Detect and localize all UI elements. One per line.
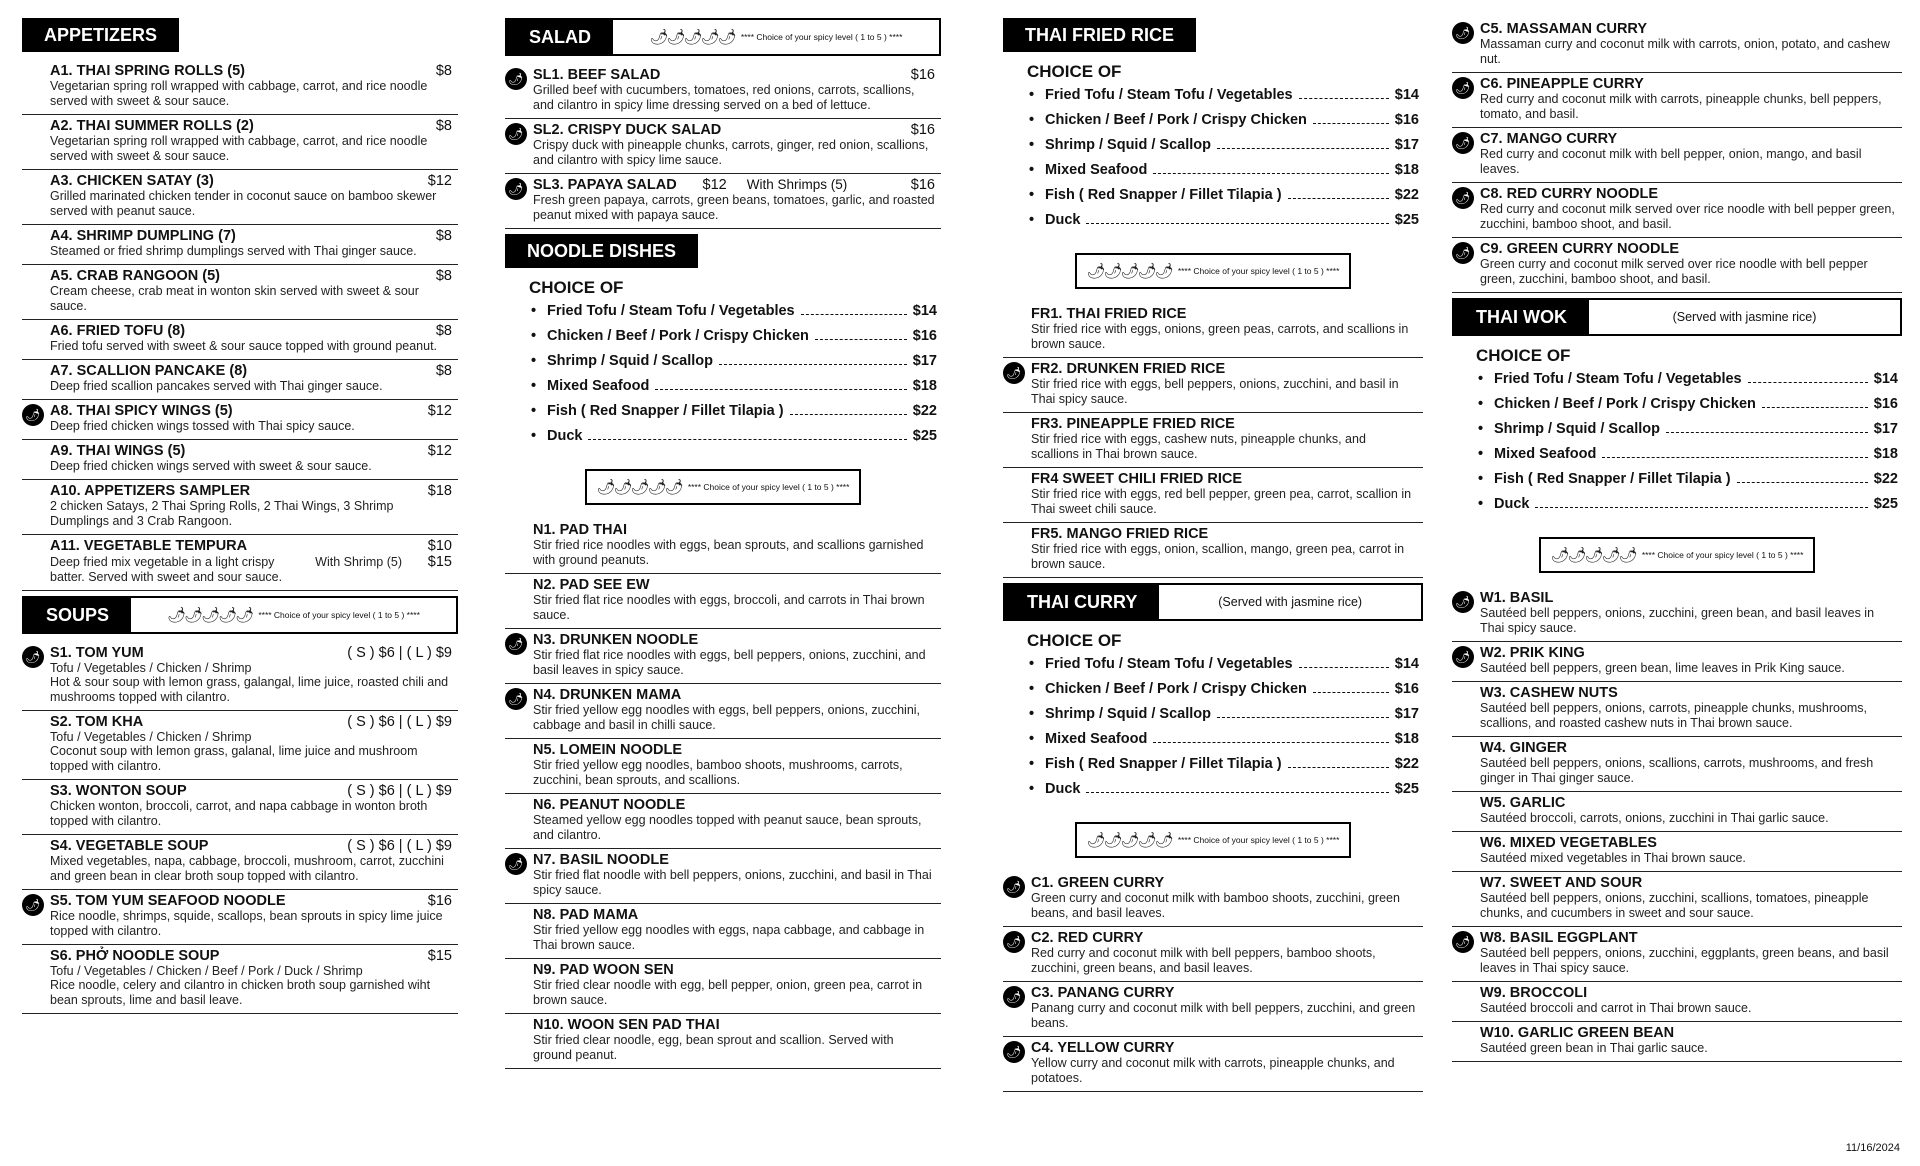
column-3 [1003,18,1423,1097]
item-name: FR2. DRUNKEN FRIED RICE [1031,361,1226,377]
choice-option: • Mixed Seafood $18 [547,378,937,394]
item-price: $10 [427,538,452,554]
choice-option: • Fried Tofu / Steam Tofu / Vegetables $14 [547,303,937,319]
chili-icon: 🌶 [505,68,527,90]
menu-item [1003,982,1423,1037]
item-name: A9. THAI WINGS (5) [50,443,186,459]
menu-item [22,535,458,591]
item-desc: Vegetarian spring roll wrapped with cabbage, carrot, and rice noodle served with sweet & sour sauce. [50,134,428,163]
section-title: SALAD [507,20,613,54]
item-name: N6. PEANUT NOODLE [533,797,686,813]
item-price: $8 [435,228,452,244]
item-name: W1. BASIL [1480,590,1554,606]
item-price: $18 [427,483,452,499]
noodles-header [505,234,698,268]
menu-item [22,265,458,320]
item-desc: Deep fried mix vegetable in a light crispy batter. Served with sweet and sour sauce. [50,555,283,584]
item-options: Tofu / Vegetables / Chicken / Shrimp [50,730,252,744]
item-desc: Chicken wonton, broccoli, carrot, and napa cabbage in wonton broth topped with cilantro. [50,799,428,828]
chili-icon: 🌶 [1452,931,1474,953]
item-name: C1. GREEN CURRY [1031,875,1165,891]
choice-option: • Shrimp / Squid / Scallop $17 [1045,137,1419,153]
spicy-level-icon: 🌶🌶🌶🌶🌶 [596,479,682,496]
spicy-note: **** Choice of your spicy level ( 1 to 5 ) **** [687,482,850,492]
item-desc: Deep fried scallion pancakes served with Thai ginger sauce. [50,379,383,393]
menu-item [22,225,458,265]
item-price: $12 [427,443,452,459]
menu-item [22,480,458,535]
menu-item [22,711,458,780]
menu-item [505,794,941,849]
menu-item [505,959,941,1014]
item-desc: Sautéed bell peppers, onions, zucchini, green bean, and basil leaves in Thai spicy sauce. [1480,606,1875,635]
item-name: S2. TOM KHA [50,714,144,730]
item-desc: Sautéed broccoli, carrots, onions, zucchini in Thai garlic sauce. [1480,811,1829,825]
item-desc: Green curry and coconut milk served over rice noodle with bell pepper green, zucchini, bamboo shoot, and basil. [1480,257,1868,286]
item-desc: Cream cheese, crab meat in wonton skin served with sweet & sour sauce. [50,284,419,313]
menu-item [1452,128,1902,183]
item-name: C4. YELLOW CURRY [1031,1040,1175,1056]
menu-item [1452,872,1902,927]
item-name: C9. GREEN CURRY NOODLE [1480,241,1679,257]
item-name: S3. WONTON SOUP [50,783,187,799]
item-name: W9. BROCCOLI [1480,985,1588,1001]
choice-option: • Fish ( Red Snapper / Fillet Tilapia ) $22 [1494,471,1898,487]
item-name: W4. GINGER [1480,740,1568,756]
item-name: N10. WOON SEN PAD THAI [533,1017,720,1033]
item-price: ( S ) $6 | ( L ) $9 [347,714,452,730]
item-name: A3. CHICKEN SATAY (3) [50,173,214,189]
column-2 [505,18,941,1074]
spicy-level-box [585,469,861,505]
section-title: NOODLE DISHES [505,234,698,268]
chili-icon: 🌶 [1452,187,1474,209]
item-name: A10. APPETIZERS SAMPLER [50,483,251,499]
item-price: $16 [910,67,935,83]
salad-header [505,18,941,56]
item-desc: Yellow curry and coconut milk with carrots, pineapple chunks, and potatoes. [1031,1056,1395,1085]
item-name: A4. SHRIMP DUMPLING (7) [50,228,236,244]
menu-item [1452,587,1902,642]
spicy-level-box [1075,253,1351,289]
item-desc: Coconut soup with lemon grass, galanal, lime juice and mushroom topped with cilantro. [50,744,418,773]
item-name: N2. PAD SEE EW [533,577,650,593]
menu-item [1452,982,1902,1022]
item-desc: Grilled marinated chicken tender in coconut sauce on bamboo skewer served with peanut sauce. [50,189,437,218]
rice-note: (Served with jasmine rice) [1672,310,1817,324]
item-desc: Stir fried clear noodle with egg, bell pepper, onion, green pea, carrot in brown sauce. [533,978,923,1007]
wok-header [1452,298,1902,336]
item-name: SL3. PAPAYA SALAD [533,177,677,193]
item-name: W10. GARLIC GREEN BEAN [1480,1025,1675,1041]
item-name: W2. PRIK KING [1480,645,1585,661]
item-name: N8. PAD MAMA [533,907,639,923]
item-price: $8 [435,323,452,339]
item-name: W5. GARLIC [1480,795,1566,811]
chili-icon: 🌶 [1452,132,1474,154]
curry-header [1003,583,1423,621]
appetizers-header [22,18,179,52]
item-desc: Steamed or fried shrimp dumplings served with Thai ginger sauce. [50,244,417,258]
column-4 [1452,18,1902,1067]
menu-item [1452,642,1902,682]
item-name: C6. PINEAPPLE CURRY [1480,76,1644,92]
item-desc: Sautéed bell peppers, onions, carrots, pineapple chunks, mushrooms, scallions, and roasted cashew nuts in Thai brown sauce. [1480,701,1868,730]
item-name: A5. CRAB RANGOON (5) [50,268,220,284]
menu-item [22,170,458,225]
choice-title: CHOICE OF [1027,62,1122,81]
item-name: FR3. PINEAPPLE FRIED RICE [1031,416,1235,432]
protein-choices [1452,344,1902,527]
item-price-2: $15 [427,554,452,570]
menu-item [1452,927,1902,982]
item-desc: Sautéed bell peppers, onions, zucchini, eggplants, green beans, and basil leaves in Thai spicy sauce. [1480,946,1889,975]
choice-option: • Fried Tofu / Steam Tofu / Vegetables $14 [1045,87,1419,103]
item-name: N9. PAD WOON SEN [533,962,674,978]
item-desc: Sautéed mixed vegetables in Thai brown sauce. [1480,851,1746,865]
menu-item [1003,927,1423,982]
item-desc: Stir fried rice noodles with eggs, bean sprouts, and scallions garnished with ground peanuts. [533,538,924,567]
item-desc: Panang curry and coconut milk with bell peppers, zucchini, and green beans. [1031,1001,1416,1030]
spicy-level-box [1539,537,1815,573]
item-desc: Red curry and coconut milk with bell peppers, bamboo shoots, zucchini, green beans, and basil leaves. [1031,946,1376,975]
menu-item [1003,303,1423,358]
item-name: A2. THAI SUMMER ROLLS (2) [50,118,254,134]
item-desc: Rice noodle, celery and cilantro in chicken broth soup garnished wiht bean sprouts, lime and basil leave. [50,978,431,1007]
item-desc: Rice noodle, shrimps, squide, scallops, bean sprouts in spicy lime juice topped with cilantro. [50,909,443,938]
choice-option: • Shrimp / Squid / Scallop $17 [1494,421,1898,437]
item-variant: With Shrimps (5) [746,177,848,192]
item-name: S6. PHỞ NOODLE SOUP [50,948,220,964]
choice-option: • Duck $25 [1494,496,1898,512]
item-price: ( S ) $6 | ( L ) $9 [347,783,452,799]
item-name: C3. PANANG CURRY [1031,985,1175,1001]
item-options: Tofu / Vegetables / Chicken / Beef / Pork / Duck / Shrimp [50,964,363,978]
menu-item [1003,872,1423,927]
menu-item [505,849,941,904]
menu-item [1452,73,1902,128]
item-options: Tofu / Vegetables / Chicken / Shrimp [50,661,252,675]
menu-item [505,174,941,229]
menu-item [505,119,941,174]
menu-item [1452,737,1902,792]
choice-title: CHOICE OF [1476,346,1571,365]
menu-item [1452,18,1902,73]
menu-item [22,115,458,170]
item-desc: Sautéed bell peppers, green bean, lime leaves in Prik King sauce. [1480,661,1845,675]
spicy-level-icon: 🌶🌶🌶🌶🌶 [649,29,735,46]
item-desc: Sautéed broccoli and carrot in Thai brown sauce. [1480,1001,1752,1015]
menu-item [1452,1022,1902,1062]
chili-icon: 🌶 [1003,362,1025,384]
menu-item [505,1014,941,1069]
column-1 [22,18,458,1019]
chili-icon: 🌶 [1452,22,1474,44]
menu-item [1452,832,1902,872]
item-name: N5. LOMEIN NOODLE [533,742,683,758]
menu-item [1003,1037,1423,1092]
choice-option: • Shrimp / Squid / Scallop $17 [547,353,937,369]
item-name: C5. MASSAMAN CURRY [1480,21,1648,37]
section-title: SOUPS [24,598,131,632]
spicy-note: **** Choice of your spicy level ( 1 to 5 ) **** [258,610,420,620]
chili-icon: 🌶 [22,404,44,426]
item-desc: Red curry and coconut milk with bell pepper, onion, mango, and basil leaves. [1480,147,1862,176]
item-price: $8 [435,268,452,284]
item-desc: Stir fried rice with eggs, onions, green peas, carrots, and scallions in brown sauce. [1031,322,1409,351]
choice-option: • Fried Tofu / Steam Tofu / Vegetables $14 [1045,656,1419,672]
menu-item [505,64,941,119]
item-desc: Fresh green papaya, carrots, green beans, tomatoes, garlic, and roasted peanut mixed with papaya sauce. [533,193,935,222]
chili-icon: 🌶 [1452,591,1474,613]
menu-item [22,642,458,711]
choice-option: • Chicken / Beef / Pork / Crispy Chicken $16 [1494,396,1898,412]
choice-option: • Duck $25 [547,428,937,444]
chili-icon: 🌶 [1003,1041,1025,1063]
menu-item [505,574,941,629]
menu-item [22,440,458,480]
menu-item [505,739,941,794]
wok-section [1452,298,1902,1062]
item-name: S5. TOM YUM SEAFOOD NOODLE [50,893,286,909]
spicy-level-icon: 🌶🌶🌶🌶🌶 [1550,547,1636,564]
menu-item [22,320,458,360]
spicy-note: **** Choice of your spicy level ( 1 to 5 ) **** [740,32,903,42]
item-name: S4. VEGETABLE SOUP [50,838,209,854]
item-desc: Stir fried flat rice noodles with eggs, bell peppers, onions, zucchini, and basil leaves in spicy sauce. [533,648,926,677]
chili-icon: 🌶 [1003,876,1025,898]
item-name: FR1. THAI FRIED RICE [1031,306,1187,322]
item-name: C2. RED CURRY [1031,930,1144,946]
item-name: N1. PAD THAI [533,522,627,538]
menu-item [505,684,941,739]
item-name: S1. TOM YUM [50,645,144,661]
choice-title: CHOICE OF [1027,631,1122,650]
item-desc: Sautéed bell peppers, onions, zucchini, scallions, tomatoes, pineapple chunks, and cucumbers in sweet and sour sauce. [1480,891,1869,920]
item-desc: Mixed vegetables, napa, cabbage, broccoli, mushroom, carrot, zucchini and green bean in clear broth soup topped with cilantro. [50,854,444,883]
menu-item [1003,358,1423,413]
menu-item [505,629,941,684]
spicy-note: **** Choice of your spicy level ( 1 to 5 ) **** [1177,835,1340,845]
soups-header [22,596,458,634]
item-desc: Massaman curry and coconut milk with carrots, onion, potato, and cashew nut. [1480,37,1890,66]
chili-icon: 🌶 [1452,646,1474,668]
spicy-note: **** Choice of your spicy level ( 1 to 5 ) **** [1177,266,1340,276]
item-name: W8. BASIL EGGPLANT [1480,930,1638,946]
menu-item [1003,468,1423,523]
item-desc: Deep fried chicken wings served with sweet & sour sauce. [50,459,372,473]
item-desc: Crispy duck with pineapple chunks, carrots, ginger, red onion, scallions, and cilantro with spicy lime sauce. [533,138,929,167]
item-name: A8. THAI SPICY WINGS (5) [50,403,233,419]
protein-choices [1003,60,1423,243]
item-name: W3. CASHEW NUTS [1480,685,1618,701]
item-price-2: $16 [910,177,935,193]
protein-choices [1003,629,1423,812]
protein-choices [505,276,941,459]
choice-option: • Duck $25 [1045,212,1419,228]
choice-option: • Shrimp / Squid / Scallop $17 [1045,706,1419,722]
menu-item [1452,183,1902,238]
chili-icon: 🌶 [1452,77,1474,99]
item-desc: 2 chicken Satays, 2 Thai Spring Rolls, 2 Thai Wings, 3 Shrimp Dumplings and 3 Crab Rangoon. [50,499,394,528]
item-name: A11. VEGETABLE TEMPURA [50,538,248,554]
item-price: $12 [427,403,452,419]
choice-option: • Duck $25 [1045,781,1419,797]
fried-rice-section [1003,18,1423,578]
choice-option: • Fish ( Red Snapper / Fillet Tilapia ) $22 [547,403,937,419]
spicy-level-icon: 🌶🌶🌶🌶🌶 [167,607,253,624]
fried-rice-header [1003,18,1196,52]
menu-item [22,945,458,1014]
choice-option: • Mixed Seafood $18 [1494,446,1898,462]
item-desc: Hot & sour soup with lemon grass, galangal, lime juice, roasted chili and mushrooms topped with cilantro. [50,675,449,704]
rice-note: (Served with jasmine rice) [1218,595,1363,609]
menu-item [22,60,458,115]
item-desc: Stir fried flat noodle with bell peppers, onions, zucchini, and basil in Thai spicy sauce. [533,868,932,897]
item-desc: Red curry and coconut milk served over rice noodle with bell pepper green, zucchini, bamboo shoot, and basil. [1480,202,1895,231]
item-name: FR5. MANGO FRIED RICE [1031,526,1209,542]
spicy-level-icon: 🌶🌶🌶🌶🌶 [1086,263,1172,280]
menu-item [22,400,458,440]
item-name: W7. SWEET AND SOUR [1480,875,1643,891]
item-name: A1. THAI SPRING ROLLS (5) [50,63,245,79]
item-desc: Stir fried clear noodle, egg, bean sprout and scallion. Served with ground peanut. [533,1033,894,1062]
item-desc: Fried tofu served with sweet & sour sauce topped with ground peanut. [50,339,438,353]
choice-option: • Chicken / Beef / Pork / Crispy Chicken $16 [547,328,937,344]
choice-option: • Fish ( Red Snapper / Fillet Tilapia ) $22 [1045,756,1419,772]
item-desc: Stir fried rice with eggs, onion, scallion, mango, green pea, carrot in brown sauce. [1031,542,1405,571]
item-desc: Stir fried yellow egg noodles, bamboo shoots, mushrooms, carrots, zucchini, bean sprouts, and scallions. [533,758,903,787]
spicy-note: **** Choice of your spicy level ( 1 to 5 ) **** [1641,550,1804,560]
menu-item [1003,413,1423,468]
choice-option: • Fried Tofu / Steam Tofu / Vegetables $14 [1494,371,1898,387]
curry-continued-section [1452,18,1902,293]
menu-item [22,890,458,945]
item-desc: Grilled beef with cucumbers, tomatoes, red onions, carrots, scallions, and cilantro in spicy lime dressing served on a bed of lettuce. [533,83,915,112]
item-desc: Stir fried yellow egg noodles with eggs, bell peppers, onions, zucchini, cabbage and basil in chilli sauce. [533,703,921,732]
chili-icon: 🌶 [1003,986,1025,1008]
menu-item [505,519,941,574]
item-name: A6. FRIED TOFU (8) [50,323,186,339]
choice-option: • Chicken / Beef / Pork / Crispy Chicken $16 [1045,681,1419,697]
menu-item [22,360,458,400]
menu-date: 11/16/2024 [1845,1142,1900,1154]
menu-item [505,904,941,959]
item-name: SL1. BEEF SALAD [533,67,661,83]
item-price: $16 [910,122,935,138]
menu-item [1452,792,1902,832]
chili-icon: 🌶 [505,178,527,200]
item-desc: Green curry and coconut milk with bamboo shoots, zucchini, green beans, and basil leaves. [1031,891,1400,920]
item-price: $15 [427,948,452,964]
chili-icon: 🌶 [505,123,527,145]
item-desc: Sautéed bell peppers, onions, scallions, carrots, mushrooms, and fresh ginger in Thai ginger sauce. [1480,756,1874,785]
menu-item [1003,523,1423,578]
item-price: $8 [435,363,452,379]
item-name: FR4 SWEET CHILI FRIED RICE [1031,471,1243,487]
item-desc: Stir fried rice with eggs, cashew nuts, pineapple chunks, and scallions in Thai brown sauce. [1031,432,1366,461]
item-price: $12 [427,173,452,189]
item-name: W6. MIXED VEGETABLES [1480,835,1657,851]
spicy-level-box [1075,822,1351,858]
salad-section [505,18,941,229]
item-price: $8 [435,118,452,134]
section-title: THAI CURRY [1005,585,1159,619]
choice-title: CHOICE OF [529,278,624,297]
menu-item [1452,682,1902,737]
item-desc: Stir fried yellow egg noodles with eggs, napa cabbage, and cabbage in Thai brown sauce. [533,923,925,952]
item-name: SL2. CRISPY DUCK SALAD [533,122,722,138]
item-price: $12 [702,177,727,193]
item-desc: Sautéed green bean in Thai garlic sauce. [1480,1041,1708,1055]
chili-icon: 🌶 [505,688,527,710]
menu-item [22,835,458,890]
section-title: APPETIZERS [22,18,179,52]
appetizers-section [22,18,458,591]
item-desc: Vegetarian spring roll wrapped with cabbage, carrot, and rice noodle served with sweet & sour sauce. [50,79,428,108]
choice-option: • Chicken / Beef / Pork / Crispy Chicken $16 [1045,112,1419,128]
item-desc: Red curry and coconut milk with carrots, pineapple chunks, bell peppers, tomato, and basil. [1480,92,1882,121]
section-title: THAI FRIED RICE [1003,18,1196,52]
item-desc: Deep fried chicken wings tossed with Thai spicy sauce. [50,419,355,433]
chili-icon: 🌶 [22,894,44,916]
item-desc: Stir fried rice with eggs, red bell pepper, green pea, carrot, scallion in Thai sweet chili sauce. [1031,487,1412,516]
section-title: THAI WOK [1454,300,1589,334]
item-variant: With Shrimp (5) [315,555,402,569]
item-name: A7. SCALLION PANCAKE (8) [50,363,248,379]
item-name: N3. DRUNKEN NOODLE [533,632,699,648]
chili-icon: 🌶 [1452,242,1474,264]
chili-icon: 🌶 [22,646,44,668]
item-desc: Steamed yellow egg noodles topped with peanut sauce, bean sprouts, and cilantro. [533,813,922,842]
item-name: N7. BASIL NOODLE [533,852,669,868]
item-price: ( S ) $6 | ( L ) $9 [347,645,452,661]
menu-item [1452,238,1902,293]
item-price: $8 [435,63,452,79]
noodles-section [505,234,941,1069]
item-desc: Stir fried flat rice noodles with eggs, broccoli, and carrots in Thai brown sauce. [533,593,925,622]
soups-section [22,596,458,1014]
menu-item [22,780,458,835]
item-desc: Stir fried rice with eggs, bell peppers, onions, zucchini, and basil in Thai spicy sauce. [1031,377,1399,406]
chili-icon: 🌶 [505,633,527,655]
choice-option: • Mixed Seafood $18 [1045,162,1419,178]
choice-option: • Fish ( Red Snapper / Fillet Tilapia ) $22 [1045,187,1419,203]
item-name: C7. MANGO CURRY [1480,131,1618,147]
item-name: N4. DRUNKEN MAMA [533,687,682,703]
chili-icon: 🌶 [505,853,527,875]
item-price: ( S ) $6 | ( L ) $9 [347,838,452,854]
curry-section [1003,583,1423,1092]
chili-icon: 🌶 [1003,931,1025,953]
item-name: C8. RED CURRY NOODLE [1480,186,1659,202]
spicy-level-icon: 🌶🌶🌶🌶🌶 [1086,832,1172,849]
item-price: $16 [427,893,452,909]
choice-option: • Mixed Seafood $18 [1045,731,1419,747]
